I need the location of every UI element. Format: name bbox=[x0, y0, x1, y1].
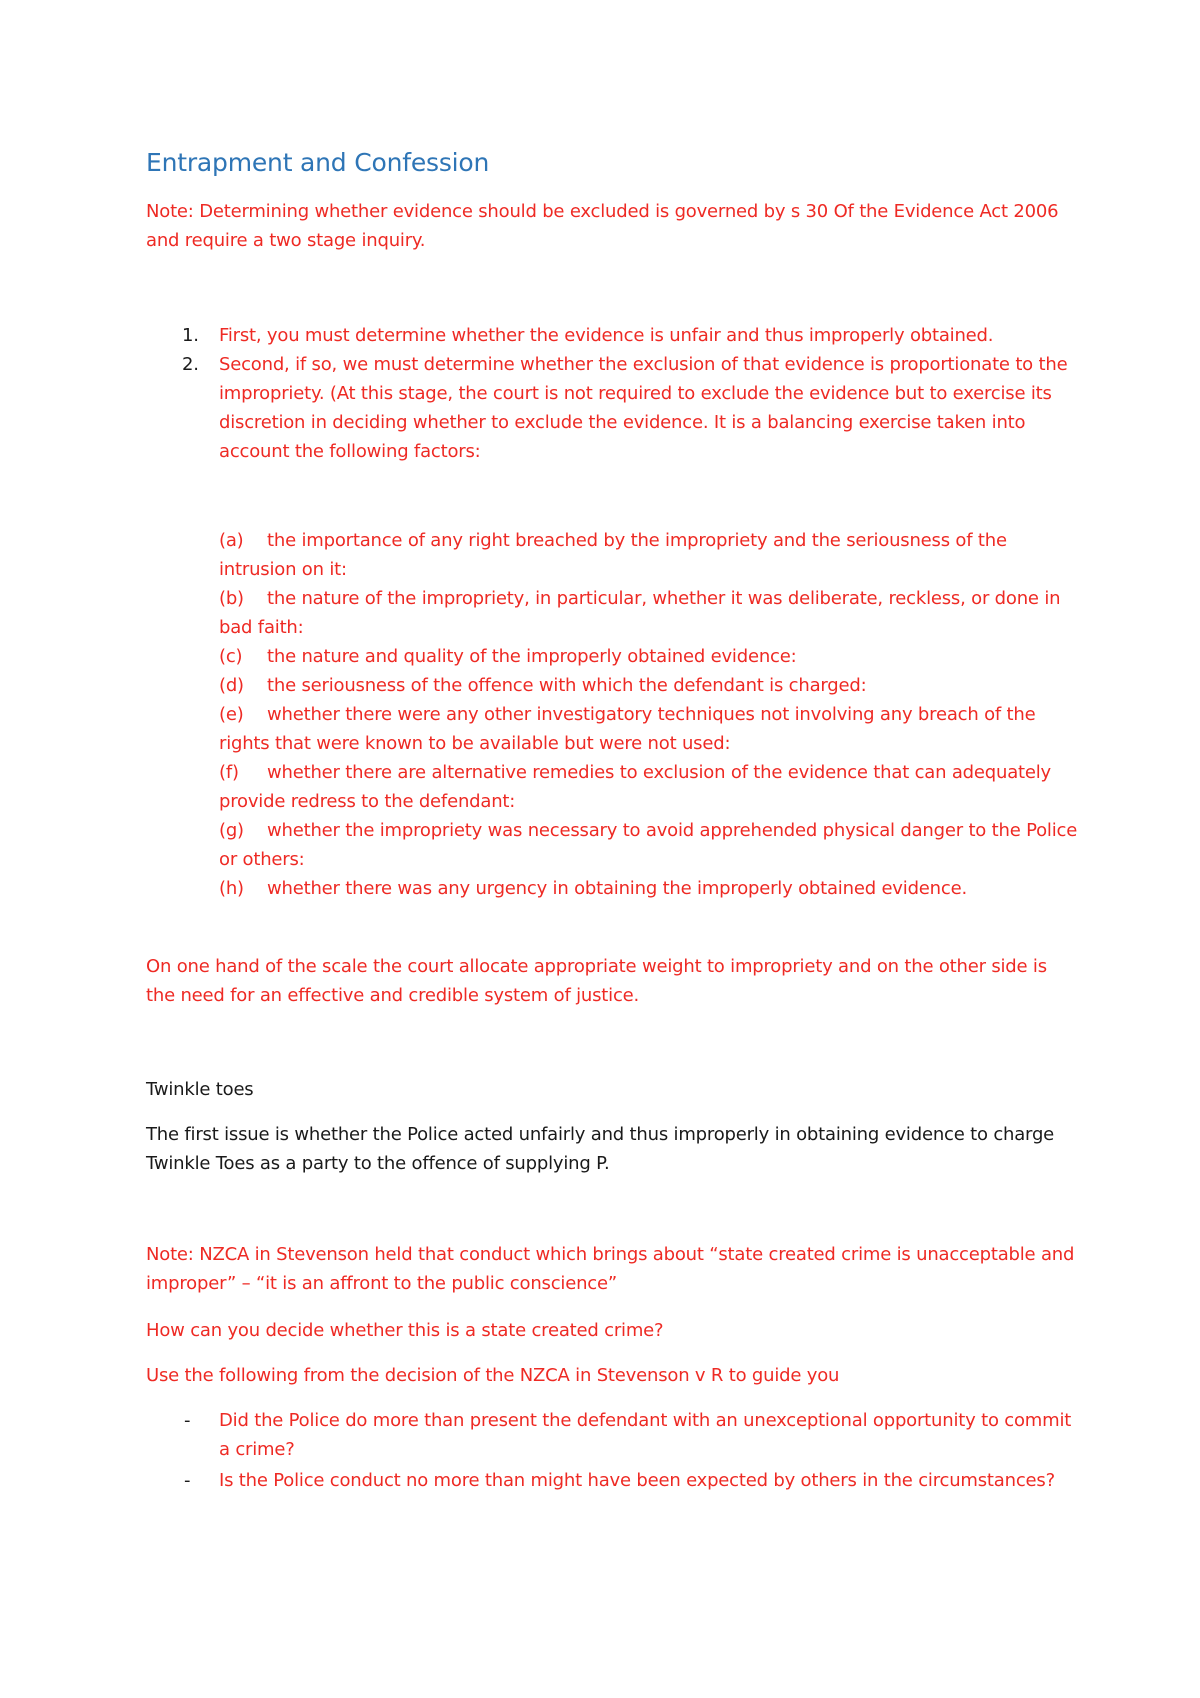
bullet-dash: - bbox=[184, 1470, 191, 1491]
bullet-text: Is the Police conduct no more than might have been expected by others in the circumstances? bbox=[219, 1470, 1055, 1491]
document-title: Entrapment and Confession bbox=[146, 148, 490, 177]
list-item-text: Second, if so, we must determine whether the exclusion of that evidence is proportionate to the impropriety. (At this stage, the court is not required to exclude the evidence but to exercise its discretion in deciding whether to exclude the evidence. It is a balancing exercise taken into account the following factors: bbox=[219, 354, 1068, 462]
guide-line: Use the following from the decision of the NZCA in Stevenson v R to guide you bbox=[146, 1365, 840, 1386]
list-number: 2. bbox=[182, 354, 199, 375]
bullet-dash: - bbox=[184, 1410, 191, 1431]
factor-text: whether there was any urgency in obtaining the improperly obtained evidence. bbox=[267, 878, 967, 899]
factor-f bbox=[219, 758, 1079, 816]
factor-g bbox=[219, 816, 1079, 874]
bullet-item-1 bbox=[146, 1406, 1076, 1464]
factor-c bbox=[219, 642, 1079, 671]
factor-text: the nature and quality of the improperly obtained evidence: bbox=[267, 646, 797, 667]
list-item-step-2 bbox=[146, 350, 1076, 466]
bullet-text: Did the Police do more than present the defendant with an unexceptional opportunity to commit a crime? bbox=[219, 1410, 1072, 1460]
balance-paragraph: On one hand of the scale the court allocate appropriate weight to impropriety and on the other side is the need for an effective and credible system of justice. bbox=[146, 956, 1047, 1006]
factor-text: whether there were any other investigatory techniques not involving any breach of the rights that were known to be available but were not used: bbox=[219, 704, 1036, 754]
factor-a bbox=[219, 526, 1079, 584]
factor-text: whether the impropriety was necessary to avoid apprehended physical danger to the Police or others: bbox=[219, 820, 1078, 870]
stevenson-note: Note: NZCA in Stevenson held that conduct which brings about “state created crime is unacceptable and improper” – “it is an affront to the public conscience” bbox=[146, 1244, 1075, 1294]
factor-label: (d) bbox=[219, 675, 244, 696]
factor-text: the nature of the impropriety, in particular, whether it was deliberate, reckless, or done in bad faith: bbox=[219, 588, 1061, 638]
factor-d bbox=[219, 671, 1079, 700]
factor-text: the importance of any right breached by the impropriety and the seriousness of the intrusion on it: bbox=[219, 530, 1007, 580]
note-paragraph: Note: Determining whether evidence should be excluded is governed by s 30 Of the Evidence Act 2006 and require a two stage inquiry. bbox=[146, 201, 1059, 251]
factor-text: the seriousness of the offence with which the defendant is charged: bbox=[267, 675, 867, 696]
factor-h bbox=[219, 874, 1079, 903]
factor-label: (c) bbox=[219, 646, 243, 667]
bullet-item-2 bbox=[146, 1466, 1076, 1495]
list-item-step-1 bbox=[146, 321, 1076, 350]
list-item-text: First, you must determine whether the evidence is unfair and thus improperly obtained. bbox=[219, 325, 994, 346]
factor-label: (h) bbox=[219, 878, 244, 899]
factor-label: (f) bbox=[219, 762, 239, 783]
section-subheading: Twinkle toes bbox=[146, 1079, 254, 1100]
issue-paragraph: The first issue is whether the Police acted unfairly and thus improperly in obtaining evidence to charge Twinkle Toes as a party to the offence of supplying P. bbox=[146, 1124, 1055, 1174]
factor-label: (e) bbox=[219, 704, 244, 725]
question-line: How can you decide whether this is a state created crime? bbox=[146, 1320, 664, 1341]
factor-text: whether there are alternative remedies to exclusion of the evidence that can adequately provide redress to the defendant: bbox=[219, 762, 1052, 812]
factor-label: (b) bbox=[219, 588, 244, 609]
factor-label: (a) bbox=[219, 530, 244, 551]
factor-label: (g) bbox=[219, 820, 244, 841]
factor-b bbox=[219, 584, 1079, 642]
factor-e bbox=[219, 700, 1079, 758]
list-number: 1. bbox=[182, 325, 199, 346]
